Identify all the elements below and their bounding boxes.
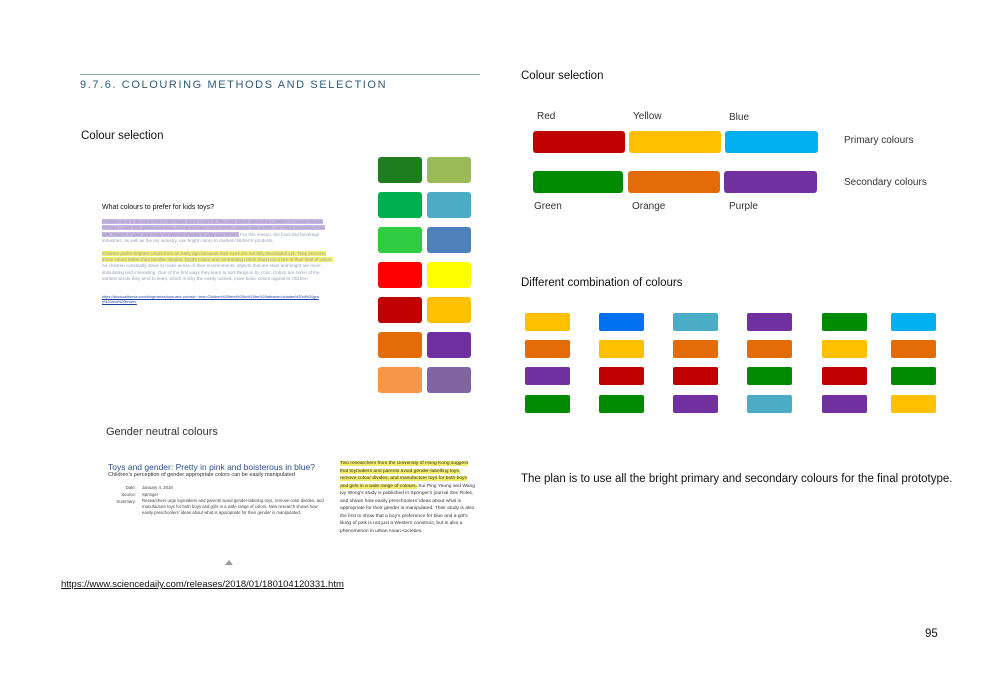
secondary-bar-purple [724, 171, 817, 193]
source-value: Springer [142, 492, 159, 497]
colour-swatch [378, 227, 422, 253]
colour-swatch [378, 297, 422, 323]
scroll-up-icon [225, 560, 233, 565]
section-rule [80, 74, 480, 75]
colour-swatch [378, 192, 422, 218]
sciencedaily-link[interactable]: https://www.sciencedaily.com/releases/2018/01/180104120331.htm [61, 579, 344, 590]
combination-swatch [822, 395, 867, 413]
colour-swatch [427, 192, 471, 218]
article-summary-row [108, 498, 328, 516]
snippet-paragraph-1 [102, 219, 334, 245]
article-date-row [108, 484, 328, 491]
article-body [340, 460, 475, 535]
secondary-label-green: Green [534, 201, 562, 212]
article-subtitle: Children's perception of gender appropriate colors can be easily manipulated [108, 472, 295, 478]
page-number: 95 [925, 628, 938, 640]
date-label: Date: [125, 485, 136, 490]
snippet-paragraph-2 [102, 251, 334, 283]
combination-swatch [747, 367, 792, 385]
section-heading: 9.7.6. COLOURING METHODS AND SELECTION [80, 79, 388, 91]
summary-value: Researchers urge toymakers and parents avoid gender-labeling toys, remove color divides, and manufacture toys for both boys and girls in a wide range of colors. New research shows how easily preschoolers' ideas about what is appropriate for their gender is manipulated. [142, 498, 324, 515]
secondary-bar-orange [628, 171, 720, 193]
colour-swatch [427, 262, 471, 288]
article-source-row [108, 491, 328, 498]
article-card [108, 462, 328, 516]
secondary-label-orange: Orange [632, 201, 666, 212]
primary-label-yellow: Yellow [633, 111, 662, 122]
colour-swatch [378, 332, 422, 358]
primary-caption: Primary colours [844, 135, 914, 146]
secondary-label-purple: Purple [729, 201, 758, 212]
combination-swatch [525, 395, 570, 413]
combination-swatch [747, 395, 792, 413]
combination-swatch [673, 340, 718, 358]
combination-swatch [747, 313, 792, 331]
combination-swatch [673, 395, 718, 413]
snippet-link[interactable]: https://stockcalifornia.com/blogs/news/toys-and-colors#:~:text=Children%20tend%20to%20be%20attracted,shades%20of%20gray%20and%20brown. [102, 294, 319, 304]
combination-swatch [822, 340, 867, 358]
snippet-highlight-1: Children tend to be attracted to the bright block colors of the color wheel rather than pastels or muted blends. Primary colors red, yellow and blue, and secondary colors green, orange and purple, are more appealing than light shades of pink and beige or neutral shades of grey and brown. [102, 219, 325, 237]
combination-swatch [673, 313, 718, 331]
colour-swatch [378, 262, 422, 288]
combination-swatch [599, 367, 644, 385]
combination-swatch [891, 395, 936, 413]
colour-swatch [378, 157, 422, 183]
combination-swatch [599, 313, 644, 331]
right-colour-selection-heading: Colour selection [521, 70, 604, 82]
combination-swatch [525, 313, 570, 331]
combination-swatch [822, 313, 867, 331]
left-colour-selection-heading: Colour selection [81, 130, 164, 142]
primary-bar-blue [725, 131, 818, 153]
article-title: Toys and gender: Pretty in pink and boisterous in blue? [108, 462, 315, 472]
primary-label-red: Red [537, 111, 556, 122]
combination-swatch [599, 395, 644, 413]
snippet-rest-1: For this reason, the food and beverage industries, as well as the toy industry, use bright colors to market children's products. [102, 231, 320, 244]
snippet-highlight-2: Children prefer brighter colors from an early age because their eyes are not fully developed yet. They perceive these colors better than familiar shades. Bright colors and contrasting colors stand out more in their field of vision. [102, 250, 333, 263]
snippet-rest-2: As children constantly strive to make sense of their environments, objects that are stark and bright are more stimulating and interesting. One of the first ways they learn to sort things is by color. Colors are some of the earliest words they tend to learn, which is why the easily named, more basic colors appeal to children. [102, 263, 321, 282]
primary-bar-red [533, 131, 625, 153]
combination-swatch [599, 340, 644, 358]
source-label: Source: [121, 492, 136, 497]
secondary-caption: Secondary colours [844, 177, 927, 188]
plan-text: The plan is to use all the bright primary and secondary colours for the final prototype. [521, 473, 953, 485]
snippet-question: What colours to prefer for kids toys? [102, 204, 215, 211]
primary-label-blue: Blue [729, 112, 750, 123]
combination-swatch [822, 367, 867, 385]
combinations-heading: Different combination of colours [521, 277, 683, 289]
combination-swatch [747, 340, 792, 358]
colour-swatch [378, 367, 422, 393]
combination-swatch [891, 340, 936, 358]
secondary-bar-green [533, 171, 623, 193]
combination-swatch [525, 367, 570, 385]
gender-neutral-heading: Gender neutral colours [106, 426, 218, 438]
combination-swatch [891, 367, 936, 385]
date-value: January 4, 2018 [142, 485, 173, 490]
primary-bar-yellow [629, 131, 721, 153]
colour-swatch [427, 332, 471, 358]
article-body-highlight: Two researchers from the University of Hong Kong suggest that toymakers and parents avoid gender-labelling toys, remove colour divides, and manufacture toys for both boys and girls in a wide range of colours. [340, 461, 469, 489]
toys-colour-snippet [102, 204, 334, 305]
summary-label: Summary: [116, 499, 136, 504]
colour-swatch [427, 367, 471, 393]
article-body-rest: Sui Ping Yeung and Wang Ivy Wong's study is published in Springer's journal Sex Roles, and shows how easily preschoolers' ideas about what is appropriate for their gender is manipulated. Their study is also the first to show that a boy's preference for blue and a girl's liking of pink is not just a Western construct, but is also a phenomenon in urban Asian societies. [340, 483, 475, 534]
combination-swatch [525, 340, 570, 358]
colour-swatch [427, 227, 471, 253]
colour-swatch [427, 157, 471, 183]
combination-swatch [891, 313, 936, 331]
combination-swatch [673, 367, 718, 385]
colour-swatch [427, 297, 471, 323]
